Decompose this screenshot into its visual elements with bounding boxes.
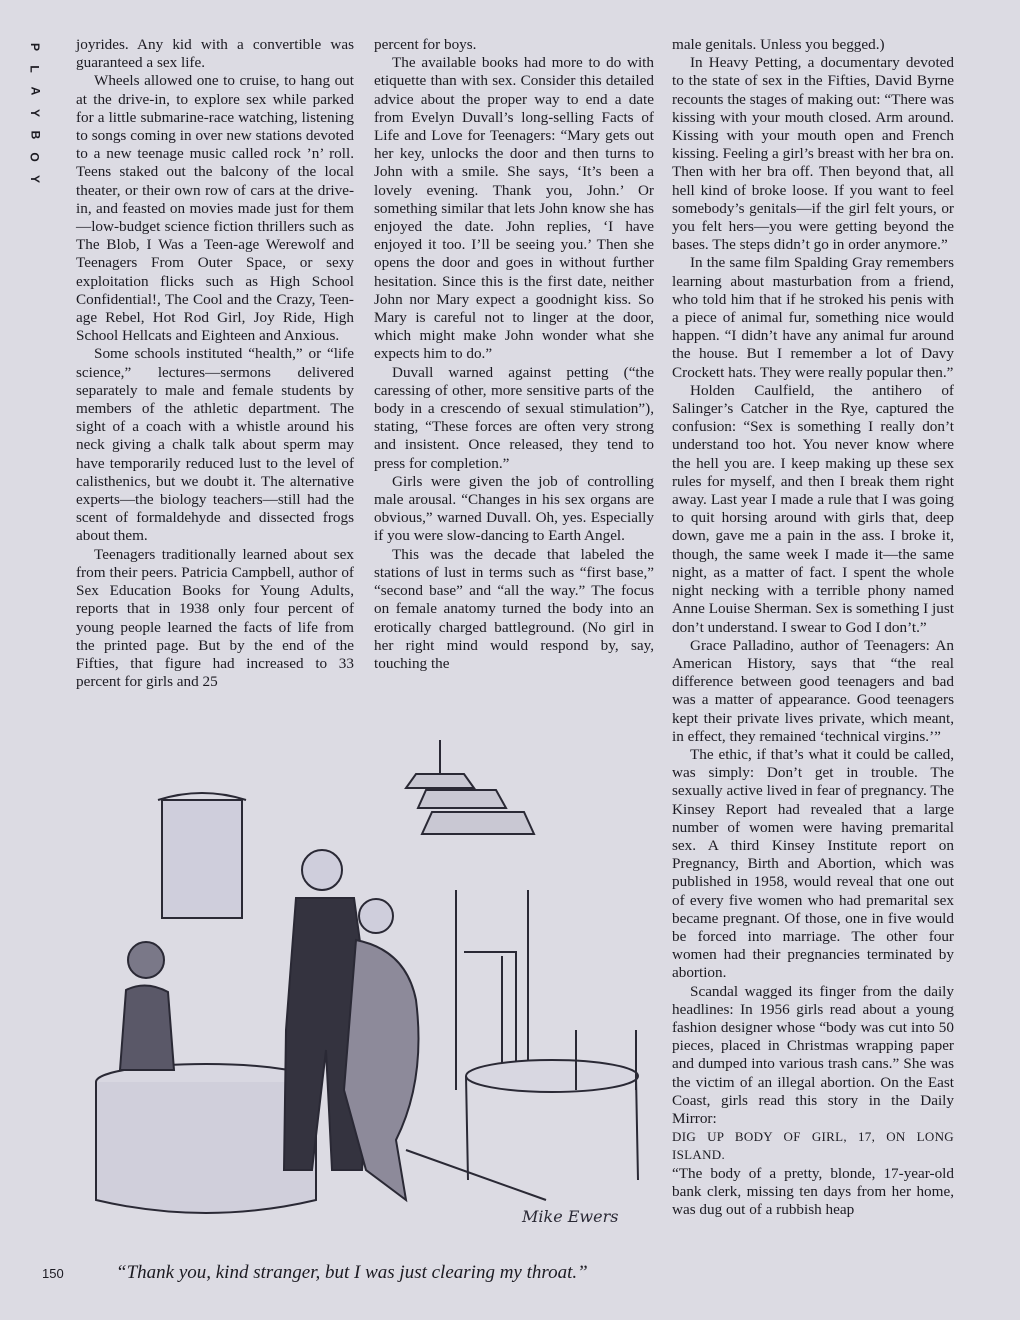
paragraph: Duvall warned against petting (“the caressing of other, more sensitive parts of the body in a crescendo of sexual stimulation”), stating, “These forces are often very strong and insistent. Once released, they tend to press for completion.” [374,363,654,472]
newspaper-headline: DIG UP BODY OF GIRL, 17, ON LONG ISLAND. [672,1129,954,1163]
doorway [456,890,528,1090]
wall-mirror [162,800,242,918]
paragraph: Holden Caulfield, the antihero of Salinger’s Catcher in the Rye, captured the confusion: “Sex is something I really don’t understand too hot. You never know where the hell you are. I keep making up these sex rules for myself, and then I break them right away. Last year I made a rule that I was going to quit horsing around with girls that, deep down, gave me a pain in the ass. I broke it, though, the same week I made it—the same night, as a matter of fact. I spent the whole night necking with a terrible phony named Anne Louise Sherman. Sex is something I just don’t understand. I swear to God I don’t.” [672,381,954,636]
seated-woman-head [128,942,164,978]
masthead-vertical [22,36,48,190]
article-column-3 [672,36,954,1286]
woman-head [359,899,393,933]
paragraph: In the same film Spalding Gray remembers learning about masturbation from a friend, who told him that if he stroked his penis with a piece of animal fur, something nice would happen. “I didn’t have any animal fur around the house. But I remember a lot of Davy Crockett hats. They were really popular then.” [672,254,954,381]
page-number: 150 [42,1266,64,1281]
paragraph: The available books had more to do with etiquette than with sex. Consider this detailed advice about the proper way to end a date from Evelyn Duvall’s long-selling Facts of Life and Love for Teenagers: “Mary gets out her key, unlocks the door and then turns to John with a smile. She says, ‘It’s been a lovely evening. Thank you, John.’ Or something similar that lets John know she has enjoyed the date. John replies, ‘I have enjoyed it too. I’ll be seeing you.’ Then she opens the door and goes in without further hesitation. Since this is the first date, neither John nor Mary expect a goodnight kiss. So Mary is careful not to linger at the door, which might make John wonder what she expects him to do.” [374,54,654,363]
seated-woman-body [120,985,174,1070]
cartoon-caption: “Thank you, kind stranger, but I was just clearing my throat.” [116,1262,588,1283]
paragraph: “The body of a pretty, blonde, 17-year-old bank clerk, missing ten days from her home, was dug out of a rubbish heap [672,1164,954,1218]
article-column-1 [76,36,354,691]
masthead-letter: L [28,65,42,73]
paragraph: Wheels allowed one to cruise, to hang out at the drive-in, to explore sex while parked for a little submarine-race watching, listening to songs coming in over new stations devoted to a new teenage music called rock ’n’ roll. Teens staked out the balcony of the local theater, or their own row of cars at the drive-in, and feasted on movies made just for them—low-budget science fiction thrillers such as The Blob, I Was a Teen-age Werewolf and Teenagers From Outer Space, or sexy exploitation flicks such as High School Confidential!, The Cool and the Crazy, Teen-age Rebel, Hot Rod Girl, Joy Ride, High School Hellcats and Eighteen and Anxious. [76,72,354,345]
man-head [302,850,342,890]
masthead-letter: Y [27,174,42,184]
masthead-letter: A [27,86,42,96]
masthead-letter: Y [27,108,42,118]
woman-leg [406,1150,546,1200]
paragraph: male genitals. Unless you begged.) [672,36,885,53]
chandelier-top [406,774,474,788]
paragraph: Some schools instituted “health,” or “life science,” lectures—sermons delivered separately to male and female students by members of the athletic department. The sight of a coach with a whistle around his neck giving a chalk talk about sperm may have temporarily reduced lust to the level of calisthenics, but we doubt it. The alternative experts—the biology teachers—still had the scent of formaldehyde and dissected frogs about them. [76,345,354,545]
paragraph: joyrides. Any kid with a convertible was guaranteed a sex life. [76,36,354,72]
artist-signature: Mike Ewers [522,1207,619,1226]
article-column-2 [374,36,654,673]
paragraph: This was the decade that labeled the stations of lust in terms such as “first base,” “second base” and “all the way.” The focus on female anatomy turned the body into an erotically charged battleground. (No girl in her right mind would respond by, say, touching the [374,545,654,672]
masthead-letter: P [27,42,42,52]
right-table-top [466,1060,638,1092]
paragraph: Girls were given the job of controlling male arousal. “Changes in his sex organs are obvious,” warned Duvall. Oh, yes. Especially if you were slow-dancing to Earth Angel. [374,472,654,545]
chandelier-bottom [422,812,534,834]
paragraph: The ethic, if that’s what it could be called, was simply: Don’t get in trouble. The sexually active lived in fear of pregnancy. The Kinsey Report had revealed that a large number of women were having premarital sex. A third Kinsey Institute report on Pregnancy, Birth and Abortion, which was published in 1958, would reveal that one out of every five women who had premarital sex became pregnant. Of those, one in five would be forced into marriage. The other four women had their pregnancies terminated by abortion. [672,745,954,982]
paragraph: percent for boys. [374,36,477,53]
masthead-letter: O [28,152,42,162]
paragraph: Grace Palladino, author of Teenagers: An American History, says that “the real difference between good teenagers and bad was a matter of appearance. Good teenagers kept their private lives private, which meant, in effect, they remained ‘technical virgins.’” [672,636,954,745]
paragraph: Teenagers traditionally learned about sex from their peers. Patricia Campbell, author of Sex Education Books for Young Adults, reports that in 1938 only four percent of young people learned the facts of life from the printed page. But by the end of the Fifties, that figure had increased to 33 percent for girls and 25 [76,545,354,691]
mirror-crest [158,793,246,800]
chandelier-middle [418,790,506,808]
cartoon-illustration [76,730,656,1250]
paragraph: In Heavy Petting, a documentary devoted to the state of sex in the Fifties, David Byrne recounts the stages of making out: “There was kissing with your mouth closed. Arm around. Kissing with your mouth open and French kissing. Feeling a girl’s breast with her bra on. Then with her bra off. Then beyond that, all hell kind of broke loose. If you want to feel somebody’s genitals—if the girl felt yours, or you felt hers—you were getting beyond the bases. The steps didn’t go in order anymore.” [672,54,954,254]
paragraph: Scandal wagged its finger from the daily headlines: In 1956 girls read about a young fashion designer whose “body was cut into 50 pieces, placed in Christmas wrapping paper and dumped into various trash cans.” She was the victim of an illegal abortion. On the East Coast, girls read this story in the Daily Mirror: [672,982,954,1127]
masthead-letter: B [27,130,42,140]
left-table-cloth [96,1082,316,1213]
